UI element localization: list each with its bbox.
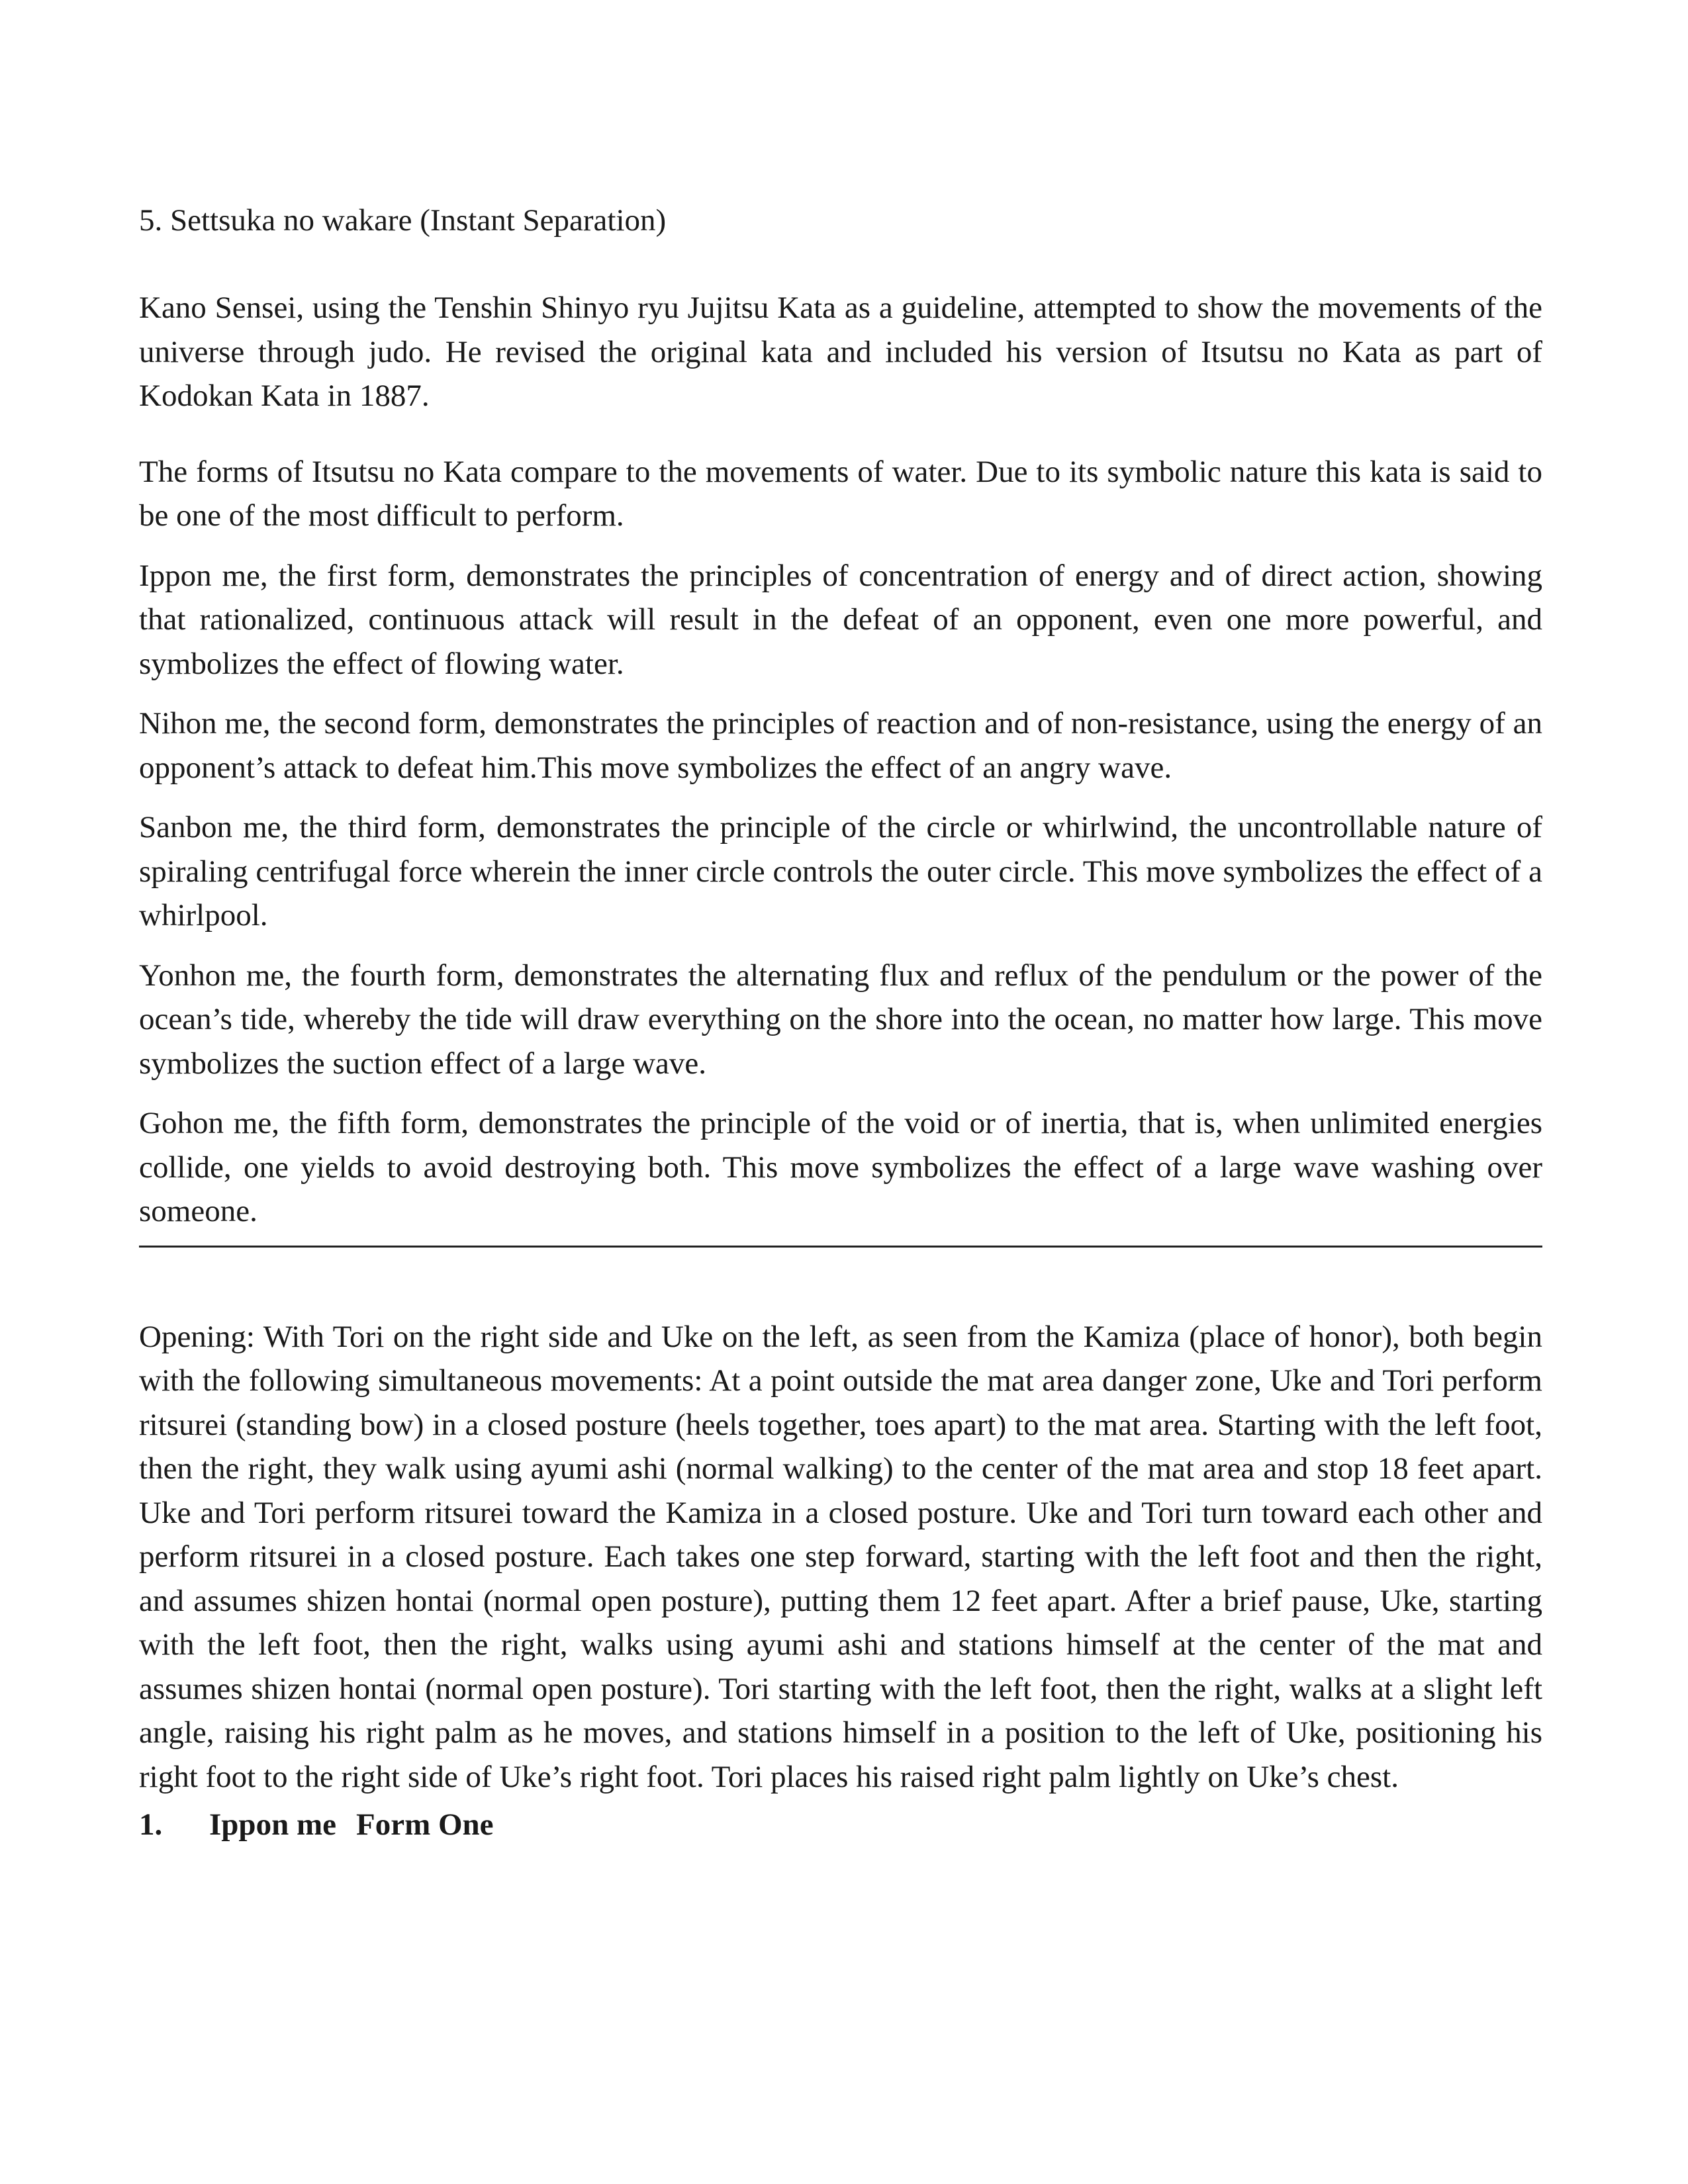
opening-paragraph: Opening: With Tori on the right side and Uke on the left, as seen from the Kamiza (place of honor), both begin with the following simultaneous movements: At a point outside the mat area danger zone, Uke and Tori perform ritsurei (standing bow) in a closed posture (heels together, toes apart) to the mat area. Starting with the left foot, then the right, they walk using ayumi ashi (normal walking) to the center of the mat area and stop 18 feet apart. Uke and Tori perform ritsurei toward the Kamiza in a closed posture. Uke and Tori turn toward each other and perform ritsurei in a closed posture. Each takes one step forward, starting with the left foot and then the right, and assumes shizen hontai (normal open posture), putting them 12 feet apart. After a brief pause, Uke, starting with the left foot, then the right, walks using ayumi ashi and stations himself at the center of the mat and assumes shizen hontai (normal open posture). Tori starting with the left foot, then the right, walks at a slight left angle, raising his right palm as he moves, and stations himself in a position to the left of Uke, positioning his right foot to the right side of Uke’s right foot. Tori places his raised right palm lightly on Uke’s chest.: [139, 1319, 1542, 1794]
nihon-me-description: Nihon me, the second form, demonstrates the principles of reaction and of non-resistance, using the energy of an opponent’s attack to defeat him.This move symbolizes the effect of an angry wave.: [139, 706, 1542, 785]
ippon-me-description: Ippon me, the first form, demonstrates the principles of concentration of energy and of direct action, showing that rationalized, continuous attack will result in the defeat of an opponent, even one more powerful, and symbolizes the effect of flowing water.: [139, 558, 1542, 681]
form-one-heading: [139, 1803, 1542, 1846]
gohon-me-description: Gohon me, the fifth form, demonstrates the principle of the void or of inertia, that is, when unlimited energies collide, one yields to avoid destroying both. This move symbolizes the effect of a large wave washing over someone.: [139, 1106, 1542, 1228]
form-number: 1.: [139, 1807, 163, 1842]
section-heading: 5. Settsuka no wakare (Instant Separation): [139, 203, 667, 238]
document-page: [139, 199, 1542, 1846]
sanbon-me-description: Sanbon me, the third form, demonstrates the principle of the circle or whirlwind, the uncontrollable nature of spiraling centrifugal force wherein the inner circle controls the outer circle. This move symbolizes the effect of a whirlpool.: [139, 810, 1542, 933]
section-divider: [139, 1246, 1542, 1248]
yonhon-me-description: Yonhon me, the fourth form, demonstrates the alternating flux and reflux of the pendulum or the power of the ocean’s tide, whereby the tide will draw everything on the shore into the ocean, no matter how large. This move symbolizes the suction effect of a large wave.: [139, 958, 1542, 1081]
intro-paragraph-1: Kano Sensei, using the Tenshin Shinyo ryu Jujitsu Kata as a guideline, attempted to show the movements of the universe through judo. He revised the original kata and included his version of Itsutsu no Kata as part of Kodokan Kata in 1887.: [139, 291, 1542, 413]
form-name: Ippon me: [209, 1807, 336, 1842]
intro-paragraph-2: The forms of Itsutsu no Kata compare to the movements of water. Due to its symbolic nature this kata is said to be one of the most difficult to perform.: [139, 454, 1542, 533]
form-label: Form One: [356, 1807, 494, 1842]
